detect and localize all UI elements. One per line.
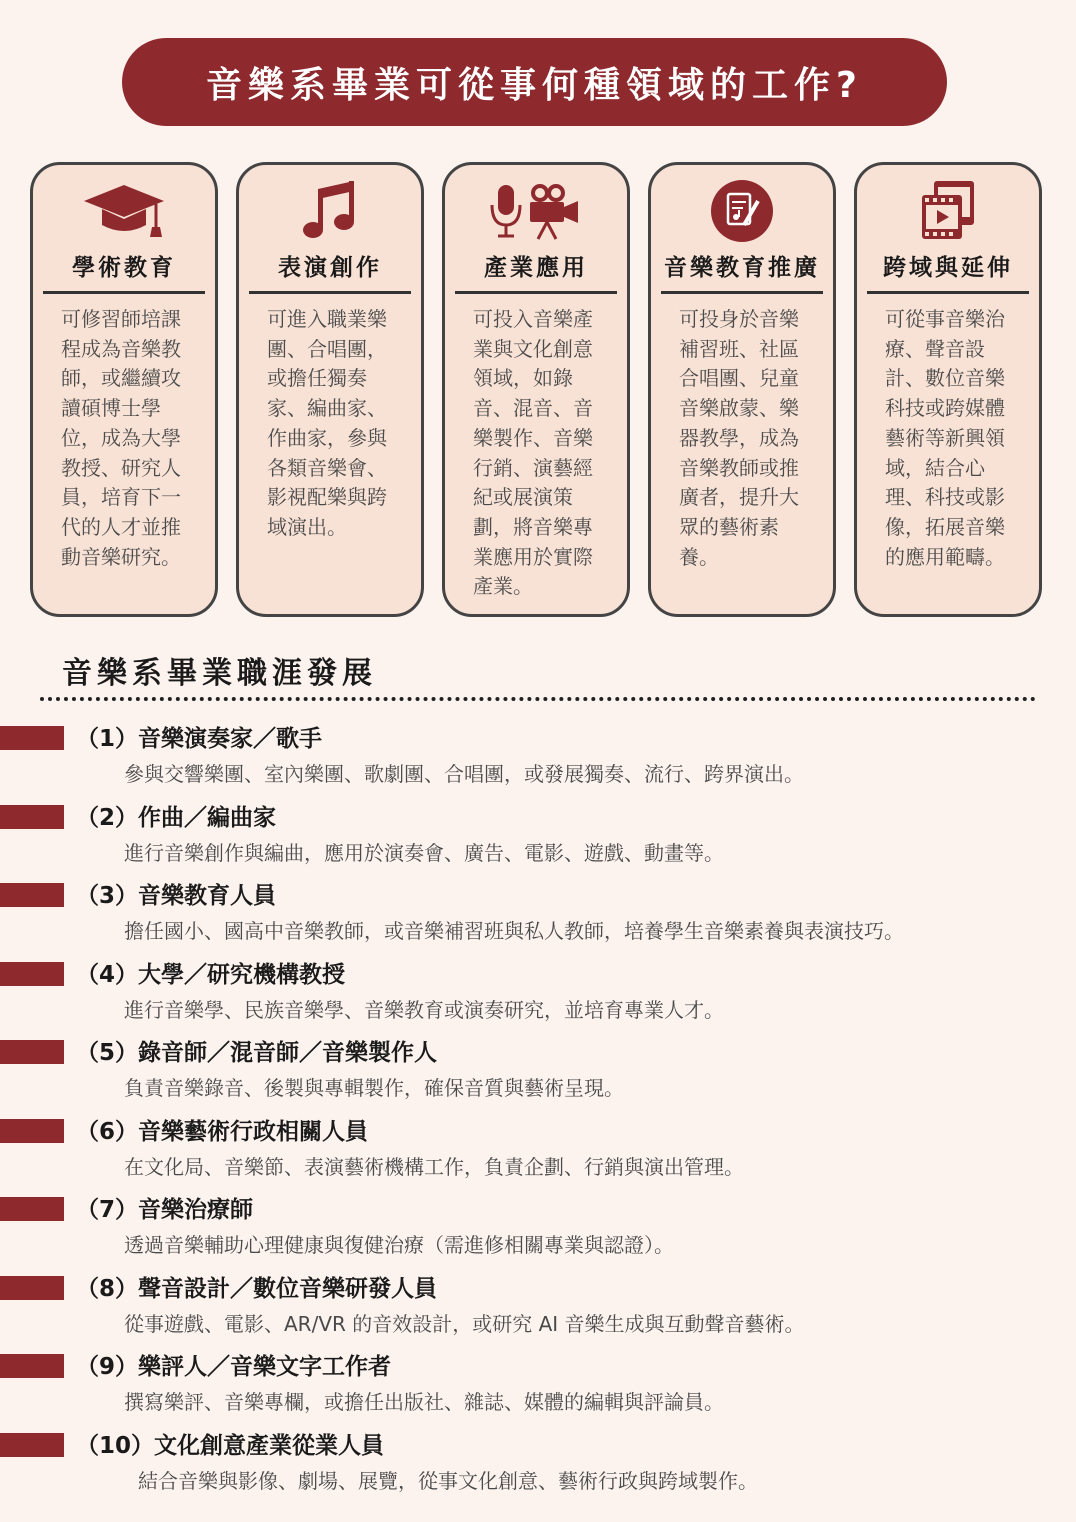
item-marker: [0, 1354, 64, 1378]
career-item: [0, 720, 1076, 798]
divider: [455, 291, 617, 294]
music-note-icon: [239, 179, 421, 243]
card-title: 學術教育: [72, 255, 176, 281]
career-desc: 透過音樂輔助心理健康與復健治療（需進修相關專業與認證）。: [124, 1233, 674, 1257]
career-desc: 參與交響樂團、室內樂團、歌劇團、合唱團，或發展獨奏、流行、跨界演出。: [124, 762, 804, 786]
career-item: [0, 1191, 1076, 1269]
card-body: 可投入音樂產業與文化創意領域，如錄音、混音、音樂製作、音樂行銷、演藝經紀或展演策劃，將音樂專業應用於實際產業。: [473, 307, 593, 599]
card-title: 音樂教育推廣: [664, 255, 820, 281]
career-item: [0, 799, 1076, 877]
section-title: 音樂系畢業職涯發展: [62, 656, 377, 691]
career-title: （9）樂評人／音樂文字工作者: [76, 1354, 392, 1380]
career-item: [0, 1427, 1076, 1505]
card-title: 跨域與延伸: [883, 255, 1013, 281]
microphone-camera-icon: [445, 179, 627, 243]
divider: [661, 291, 823, 294]
field-cards: [30, 162, 1046, 622]
item-marker: [0, 726, 64, 750]
career-item: [0, 877, 1076, 955]
career-desc: 進行音樂創作與編曲，應用於演奏會、廣告、電影、遊戲、動畫等。: [124, 840, 724, 865]
career-item: [0, 1113, 1076, 1191]
career-title: （2）作曲／編曲家: [76, 804, 277, 831]
card-cross-domain: [854, 162, 1042, 617]
divider: [867, 291, 1029, 294]
card-title: 表演創作: [278, 255, 382, 281]
career-desc: 擔任國小、國高中音樂教師，或音樂補習班與私人教師，培養學生音樂素養與表演技巧。: [124, 919, 904, 943]
item-marker: [0, 962, 64, 986]
item-marker: [0, 1276, 64, 1300]
career-title: （8）聲音設計／數位音樂研發人員: [76, 1275, 438, 1302]
career-title: （10）文化創意產業從業人員: [76, 1432, 385, 1459]
page-title: 音樂系畢業可從事何種領域的工作?: [206, 64, 863, 106]
divider: [43, 291, 205, 294]
career-item: [0, 1348, 1076, 1426]
item-marker: [0, 1433, 64, 1457]
card-academic: [30, 162, 218, 617]
graduation-cap-icon: [33, 179, 215, 243]
card-industry: [442, 162, 630, 617]
card-body: 可修習師培課程成為音樂教師，或繼續攻讀碩博士學位，成為大學教授、研究人員，培育下一代的人才並推動音樂研究。: [61, 307, 181, 569]
card-body: 可進入職業樂團、合唱團，或擔任獨奏家、編曲家、作曲家，參與各類音樂會、影視配樂與跨域演出。: [267, 307, 387, 539]
title-banner: [122, 38, 947, 126]
career-desc: 負責音樂錄音、後製與專輯製作，確保音質與藝術呈現。: [124, 1076, 624, 1100]
card-body: 可投身於音樂補習班、社區合唱團、兒童音樂啟蒙、樂器教學，成為音樂教師或推廣者，提升大眾的藝術素養。: [679, 307, 799, 569]
card-title: 產業應用: [484, 255, 588, 281]
music-sheet-pen-icon: [651, 179, 833, 243]
card-body: 可從事音樂治療、聲音設計、數位音樂科技或跨媒體藝術等新興領域，結合心理、科技或影像，拓展音樂的應用範疇。: [885, 307, 1005, 569]
career-desc: 從事遊戲、電影、AR/VR 的音效設計，或研究 AI 音樂生成與互動聲音藝術。: [124, 1311, 805, 1336]
career-desc: 在文化局、音樂節、表演藝術機構工作，負責企劃、行銷與演出管理。: [124, 1154, 744, 1179]
career-desc: 結合音樂與影像、劇場、展覽，從事文化創意、藝術行政與跨域製作。: [138, 1468, 758, 1493]
career-title: （4）大學／研究機構教授: [76, 961, 346, 988]
item-marker: [0, 1040, 64, 1064]
dotted-divider: [40, 697, 1036, 701]
career-item: [0, 1034, 1076, 1112]
career-title: （7）音樂治療師: [76, 1197, 254, 1223]
career-title: （3）音樂教育人員: [76, 883, 277, 909]
career-title: （1）音樂演奏家／歌手: [76, 726, 323, 752]
career-title: （5）錄音師／混音師／音樂製作人: [76, 1040, 438, 1066]
card-music-education: [648, 162, 836, 617]
career-desc: 撰寫樂評、音樂專欄，或擔任出版社、雜誌、媒體的編輯與評論員。: [124, 1390, 724, 1414]
career-title: （6）音樂藝術行政相關人員: [76, 1118, 369, 1145]
career-desc: 進行音樂學、民族音樂學、音樂教育或演奏研究，並培育專業人才。: [124, 997, 724, 1022]
film-video-icon: [857, 179, 1039, 243]
career-item: [0, 1270, 1076, 1348]
card-performance: [236, 162, 424, 617]
item-marker: [0, 805, 64, 829]
divider: [249, 291, 411, 294]
item-marker: [0, 883, 64, 907]
item-marker: [0, 1197, 64, 1221]
item-marker: [0, 1119, 64, 1143]
career-item: [0, 956, 1076, 1034]
